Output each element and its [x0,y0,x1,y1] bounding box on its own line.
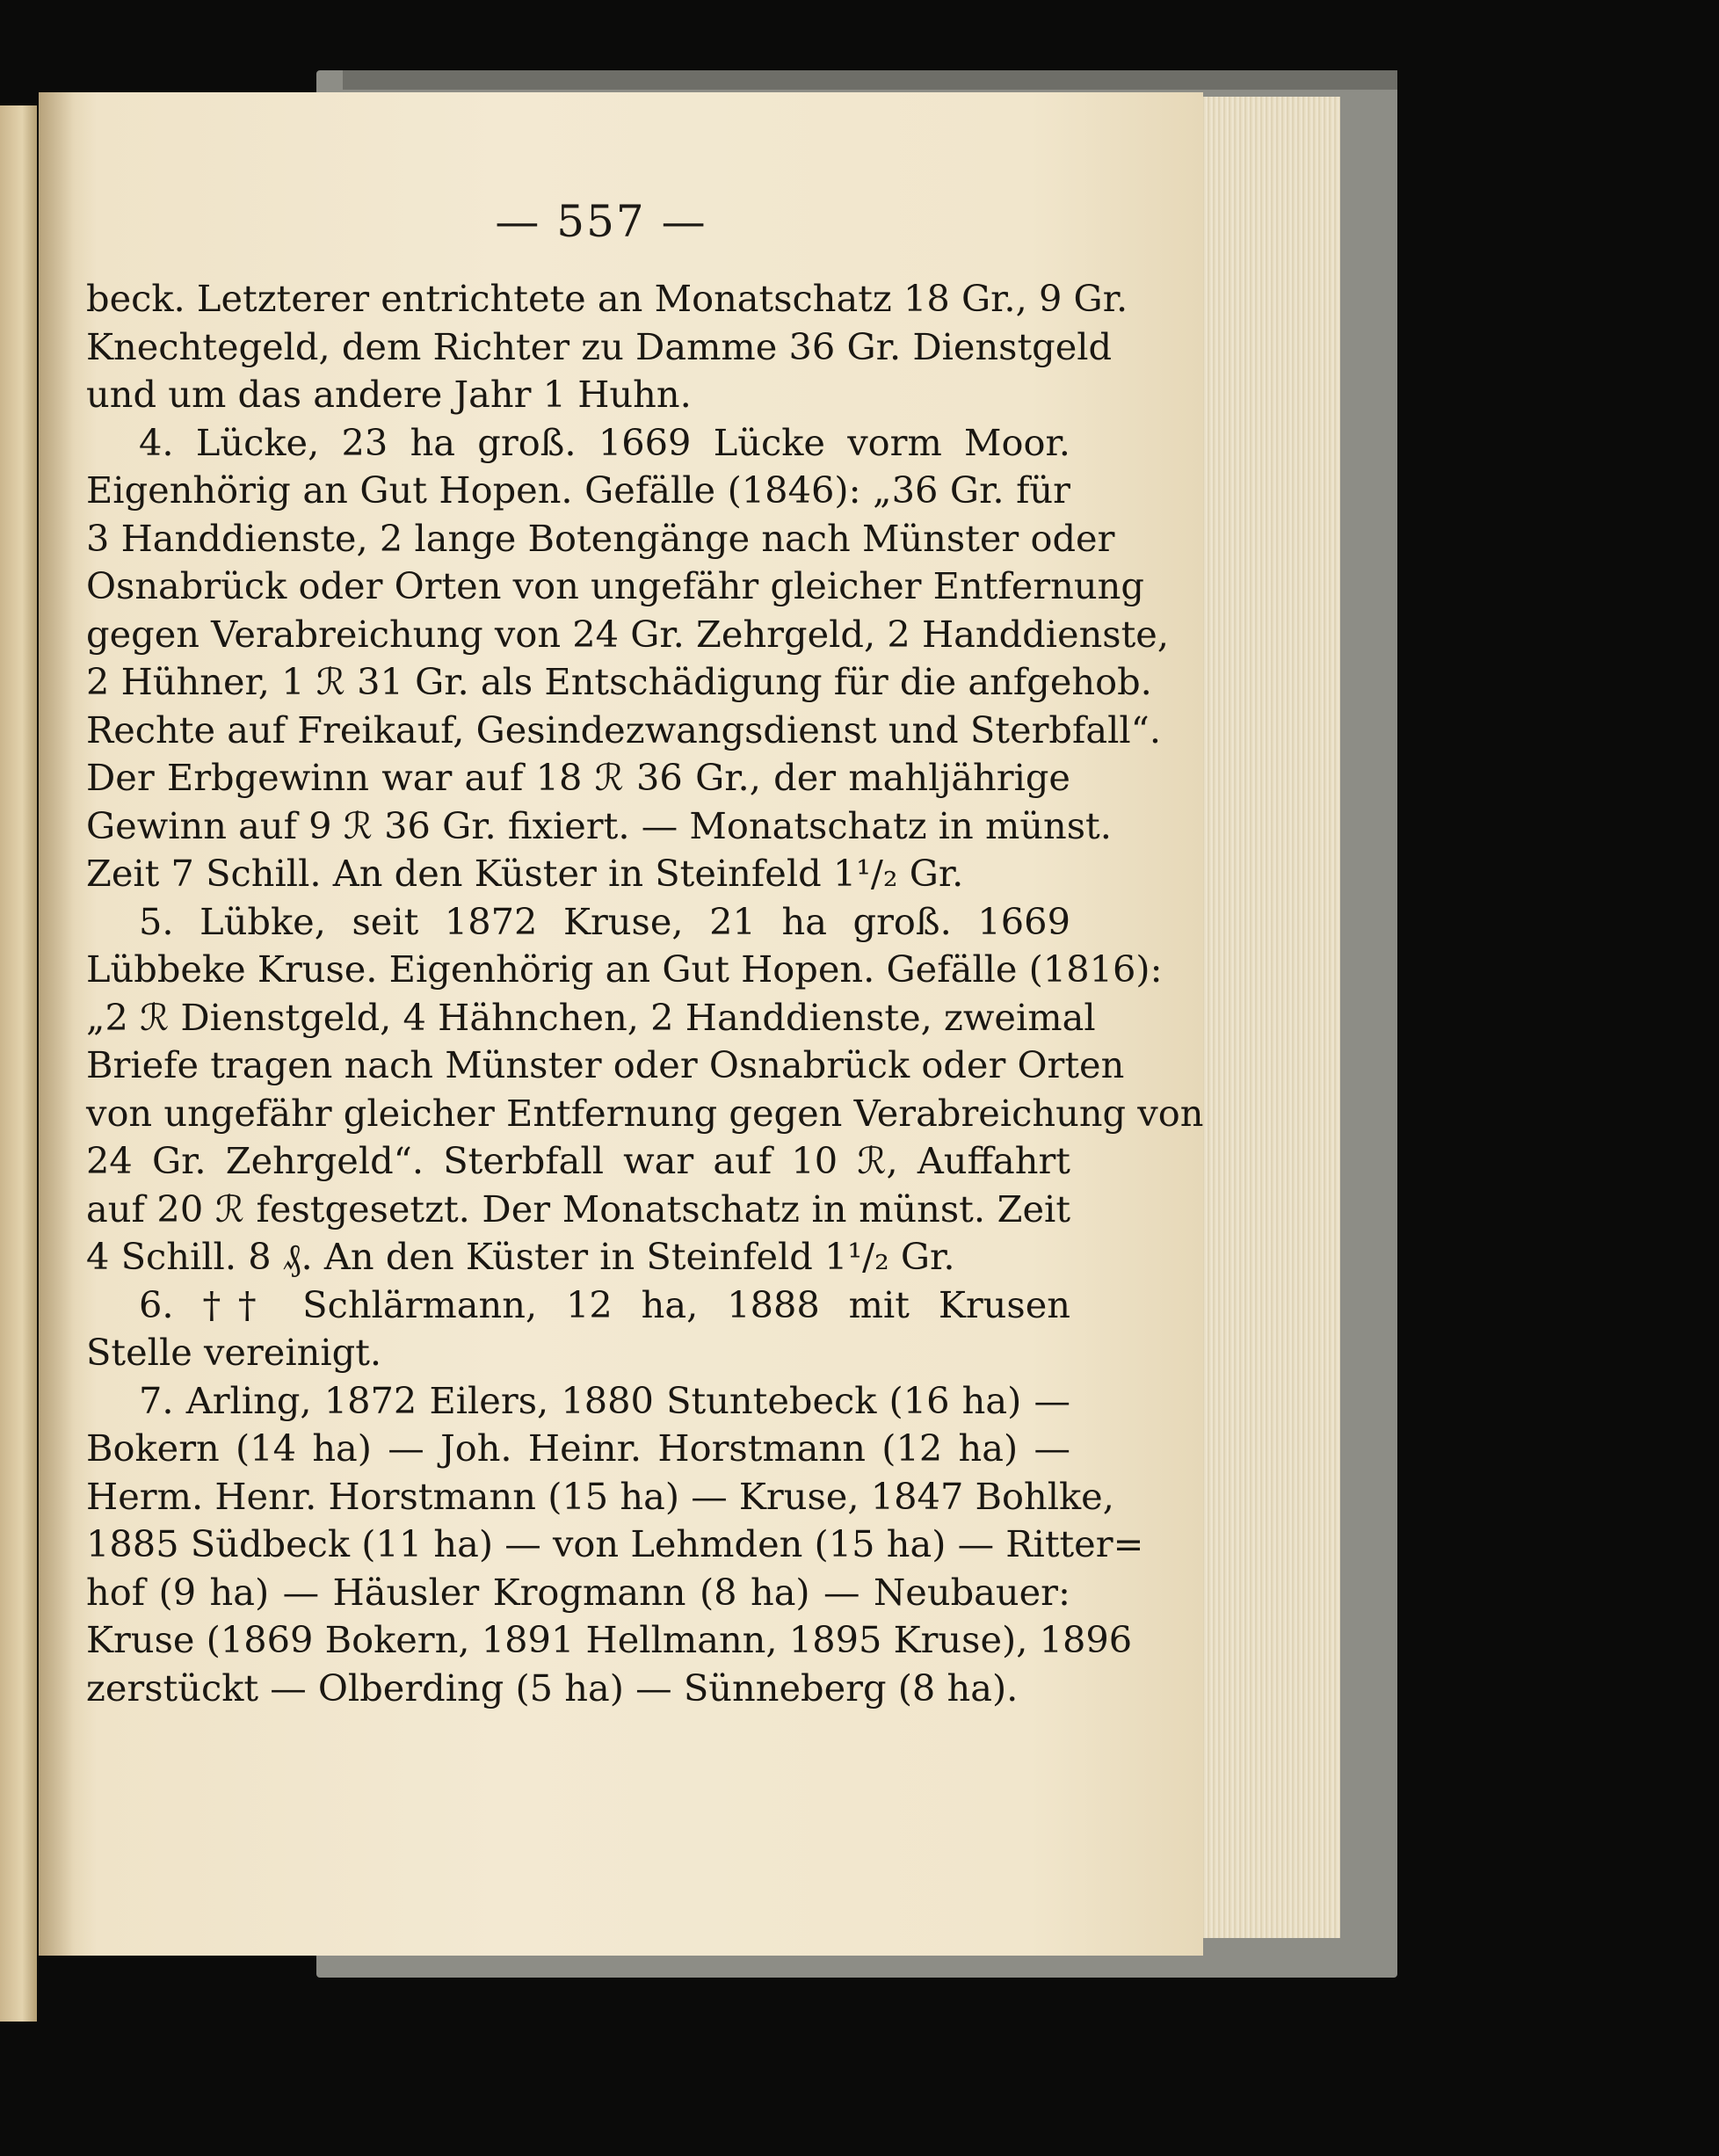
text-line: und um das andere Jahr 1 Huhn. [86,373,692,416]
text-line: Kruse (1869 Bokern, 1891 Hellmann, 1895 Kruse), 1896 [86,1618,1133,1661]
text-line: 4. Lücke, 23 ha groß. 1669 Lücke vorm Moor. [139,420,1070,464]
text-line: 7. Arling, 1872 Eilers, 1880 Stuntebeck (16 ha) — [139,1378,1070,1422]
text-line: Stelle vereinigt. [86,1331,382,1374]
text-line: „2 ℛ︀ Dienstgeld, 4 Hähnchen, 2 Handdienste, zweimal [86,995,1096,1039]
text-line: Herm. Henr. Horstmann (15 ha) — Kruse, 1847 Bohlke, [86,1474,1114,1518]
text-line: 2 Hühner, 1 ℛ︀ 31 Gr. als Entschädigung für die anfgehob. [86,660,1152,703]
text-line: 24 Gr. Zehrgeld“. Sterbfall war auf 10 ℛ︀, Auffahrt [86,1139,1070,1182]
text-line: Rechte auf Freikauf, Gesindezwangsdienst und Sterbfall“. [86,708,1162,751]
book-cover-top-edge [343,70,1397,90]
book-page [39,92,1203,1956]
text-line: Eigenhörig an Gut Hopen. Gefälle (1846): „36 Gr. für [86,468,1070,512]
text-line: Der Erbgewinn war auf 18 ℛ︀ 36 Gr., der mahljährige [86,756,1070,799]
text-line: beck. Letzterer entrichtete an Monatschatz 18 Gr., 9 Gr. [86,277,1128,320]
text-line: Osnabrück oder Orten von ungefähr gleicher Entfernung [86,564,1144,607]
text-line: 1885 Südbeck (11 ha) — von Lehmden (15 ha) — Ritter= [86,1522,1144,1565]
page-fore-edge [1200,97,1340,1938]
text-line: von ungefähr gleicher Entfernung gegen Verabreichung von [86,1091,1204,1135]
text-line: gegen Verabreichung von 24 Gr. Zehrgeld, 2 Handdienste, [86,612,1170,656]
text-line: Zeit 7 Schill. An den Küster in Steinfeld 1¹/₂ Gr. [86,852,964,895]
text-line: 3 Handdienste, 2 lange Botengänge nach Münster oder [86,516,1115,560]
text-line: auf 20 ℛ︀ festgesetzt. Der Monatschatz in münst. Zeit [86,1187,1070,1230]
text-line: hof (9 ha) — Häusler Krogmann (8 ha) — Neubauer: [86,1570,1070,1614]
text-line: Bokern (14 ha) — Joh. Heinr. Horstmann (12 ha) — [86,1426,1070,1470]
facing-page-edge [0,105,37,2022]
page-number-header: — 557 — [495,196,707,247]
text-line: 4 Schill. 8 ₰. An den Küster in Steinfeld 1¹/₂ Gr. [86,1235,955,1278]
text-line: Gewinn auf 9 ℛ︀ 36 Gr. fixiert. — Monatschatz in münst. [86,803,1112,847]
text-line: zerstückt — Olberding (5 ha) — Sünneberg (8 ha). [86,1666,1019,1710]
text-line: 6. †† Schlärmann, 12 ha, 1888 mit Krusen [139,1282,1070,1326]
text-line: 5. Lübke, seit 1872 Kruse, 21 ha groß. 1669 [139,899,1070,943]
text-line: Briefe tragen nach Münster oder Osnabrück oder Orten [86,1043,1125,1086]
body-text [86,275,1204,1712]
text-line: Lübbeke Kruse. Eigenhörig an Gut Hopen. Gefälle (1816): [86,947,1163,991]
text-line: Knechtegeld, dem Richter zu Damme 36 Gr. Dienstgeld [86,324,1113,368]
